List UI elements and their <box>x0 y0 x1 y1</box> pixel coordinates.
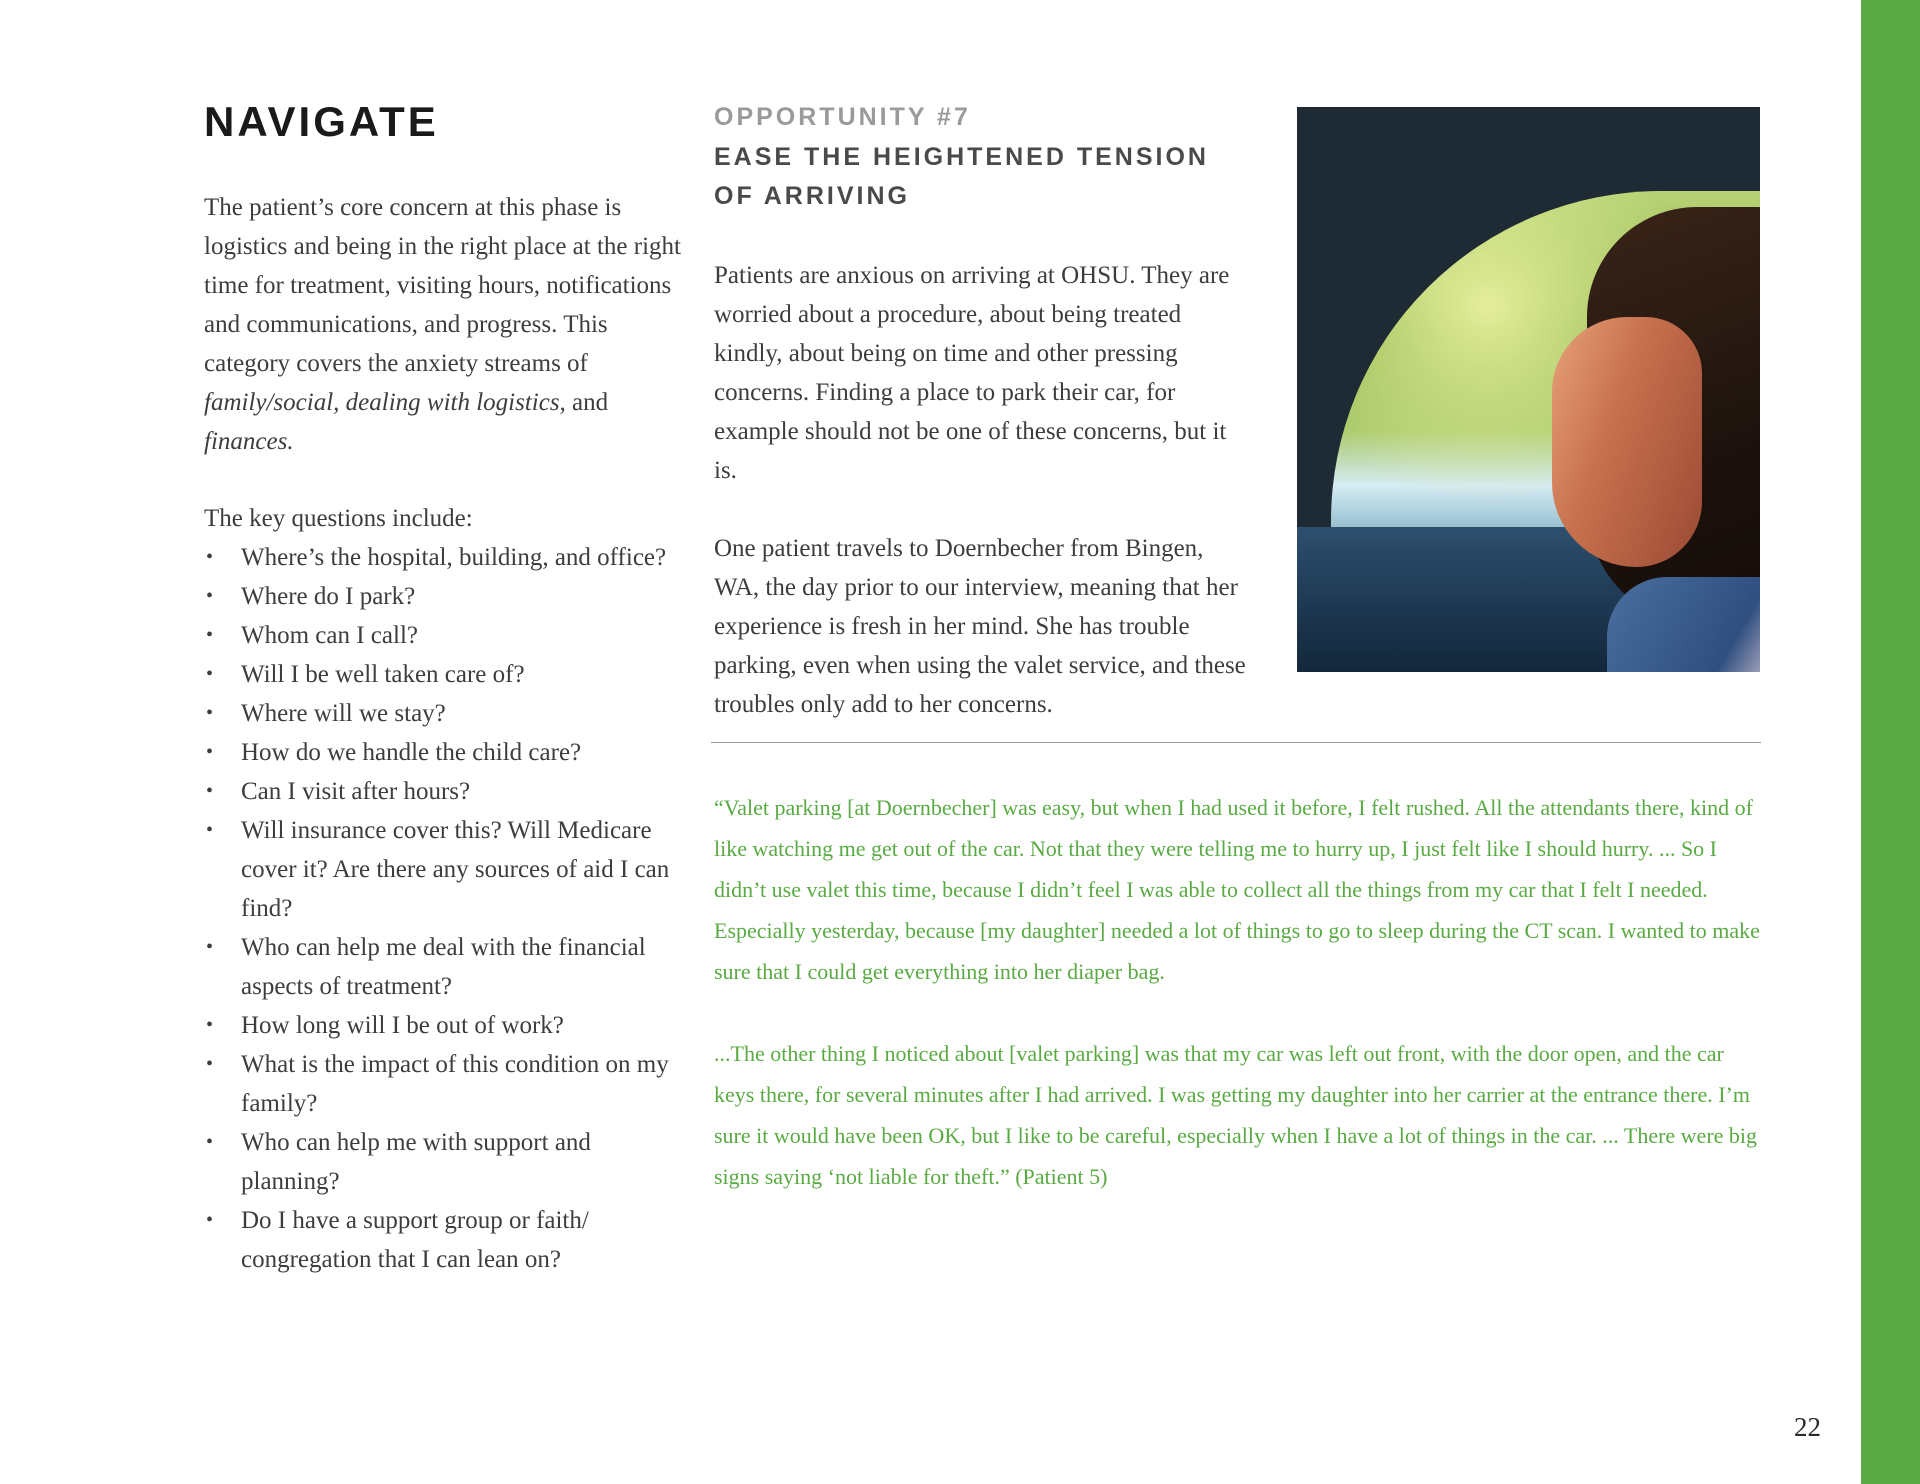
accent-sidebar-bar <box>1861 0 1920 1484</box>
question-text: Where do I park? <box>241 583 416 610</box>
intro-italic-1: family/social, dealing with logistics, <box>204 389 566 416</box>
intro-text-2: and <box>565 389 609 416</box>
list-item <box>204 694 694 733</box>
intro-text-1: The patient’s core concern at this phase is logistics and being in the right place at the right time for treatment, visiting hours, notifications and communications, and progress. This category covers the anxiety streams of <box>204 194 681 377</box>
list-item <box>204 772 694 811</box>
bullet-icon: • <box>206 546 214 568</box>
list-item <box>204 1045 694 1123</box>
question-text: Where will we stay? <box>241 700 446 727</box>
photo-shirt <box>1607 577 1760 672</box>
patient-quote-2: ...The other thing I noticed about [valet parking] was that my car was left out front, with the door open, and the car keys there, for several minutes after I had arrived. I was getting my daughter into her carrier at the entrance there. I’m sure it would have been OK, but I like to be careful, especially when I have a lot of things in the car. ... There were big signs saying ‘not liable for theft.” (Patient 5) <box>714 1041 1758 1189</box>
opportunity-column <box>714 100 1254 724</box>
list-item <box>204 616 694 655</box>
list-item <box>204 1201 694 1279</box>
questions-label: The key questions include: <box>204 505 473 532</box>
section-divider <box>711 742 1761 743</box>
question-text: How do we handle the child care? <box>241 739 582 766</box>
question-text: Whom can I call? <box>241 622 418 649</box>
bullet-icon: • <box>206 663 214 685</box>
question-text: Will I be well taken care of? <box>241 661 525 688</box>
navigate-column <box>204 96 694 1279</box>
question-text: Who can help me deal with the financial aspects of treatment? <box>241 934 646 1000</box>
question-text: Can I visit after hours? <box>241 778 471 805</box>
patient-quote-block <box>714 787 1764 1197</box>
key-questions-list <box>204 538 694 1279</box>
question-text: Where’s the hospital, building, and office? <box>241 544 667 571</box>
page-number: 22 <box>1794 1412 1821 1442</box>
question-text: Who can help me with support and planning? <box>241 1129 591 1195</box>
navigate-intro <box>204 188 694 461</box>
list-item <box>204 733 694 772</box>
bullet-icon: • <box>206 1014 214 1036</box>
list-item <box>204 655 694 694</box>
bullet-icon: • <box>206 1053 214 1075</box>
opportunity-paragraph-2: One patient travels to Doernbecher from Bingen, WA, the day prior to our interview, meaning that her experience is fresh in her mind. She has trouble parking, even when using the valet service, and these troubles only add to her concerns. <box>714 535 1246 718</box>
bullet-icon: • <box>206 585 214 607</box>
bullet-icon: • <box>206 819 214 841</box>
list-item <box>204 1006 694 1045</box>
bullet-icon: • <box>206 741 214 763</box>
bullet-icon: • <box>206 780 214 802</box>
photo-face <box>1552 317 1702 567</box>
bullet-icon: • <box>206 936 214 958</box>
bullet-icon: • <box>206 1209 214 1231</box>
list-item <box>204 538 694 577</box>
question-text: How long will I be out of work? <box>241 1012 564 1039</box>
list-item <box>204 811 694 928</box>
list-item <box>204 928 694 1006</box>
bullet-icon: • <box>206 1131 214 1153</box>
question-text: Will insurance cover this? Will Medicare cover it? Are there any sources of aid I can find? <box>241 817 670 922</box>
intro-italic-2: finances. <box>204 428 294 455</box>
bullet-icon: • <box>206 702 214 724</box>
opportunity-label: OPPORTUNITY #7 <box>714 103 971 131</box>
bullet-icon: • <box>206 624 214 646</box>
list-item <box>204 577 694 616</box>
question-text: What is the impact of this condition on my family? <box>241 1051 669 1117</box>
photo-woman-in-car <box>1297 107 1760 672</box>
section-title: NAVIGATE <box>204 98 439 145</box>
opportunity-title: EASE THE HEIGHTENED TENSION OF ARRIVING <box>714 143 1209 210</box>
list-item <box>204 1123 694 1201</box>
patient-quote-1: “Valet parking [at Doernbecher] was easy, but when I had used it before, I felt rushed. All the attendants there, kind of like watching me get out of the car. Not that they were telling me to hurry up, I just felt like I should hurry. ... So I didn’t use valet this time, because I didn’t feel I was able to collect all the things from my car that I felt I needed. Especially yesterday, because [my daughter] needed a lot of things to go to sleep during the CT scan. I wanted to make sure that I could get everything into her diaper bag. <box>714 795 1760 984</box>
question-text: Do I have a support group or faith/ congregation that I can lean on? <box>241 1207 589 1273</box>
opportunity-paragraph-1: Patients are anxious on arriving at OHSU. They are worried about a procedure, about being treated kindly, about being on time and other pressing concerns. Finding a place to park their car, for example should not be one of these concerns, but it is. <box>714 262 1230 484</box>
